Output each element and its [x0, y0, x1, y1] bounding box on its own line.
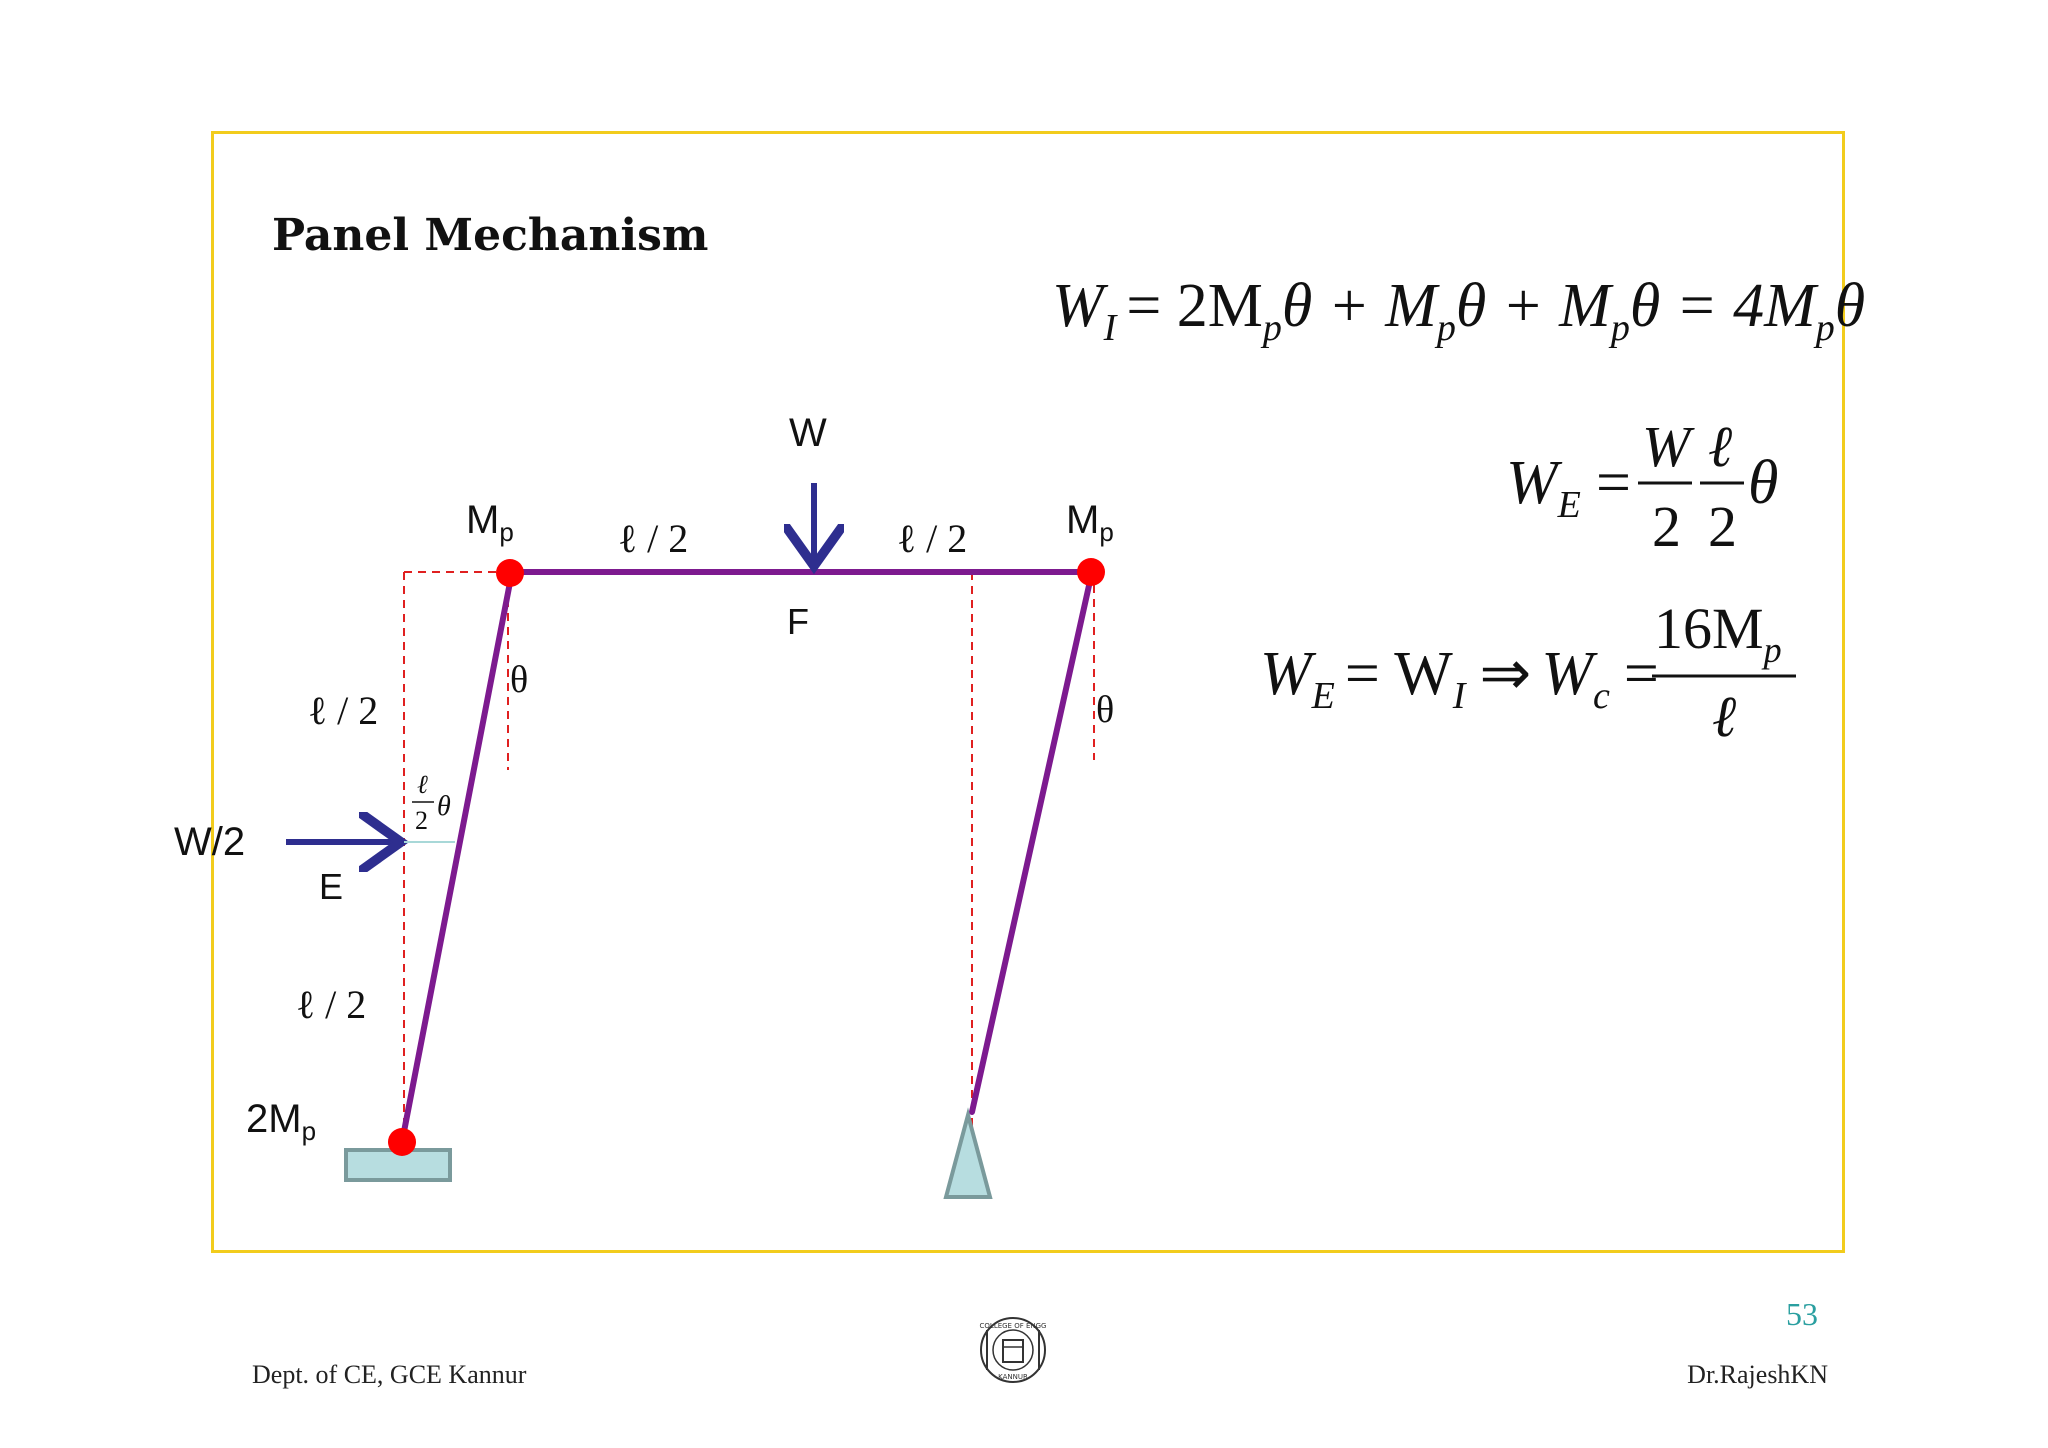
svg-text:COLLEGE OF ENGG: COLLEGE OF ENGG	[979, 1322, 1047, 1330]
svg-text:WE= WI⇒Wc=: $W_E = W_I$ ⇒ $W_c$ =	[1260, 640, 1659, 717]
half-length-column-upper: ℓ / 2	[308, 688, 379, 733]
plastic-hinge-right	[1077, 558, 1105, 586]
original-frame-outline	[404, 572, 1094, 1155]
moment-label-left: $M_p$	[466, 498, 514, 547]
footer-department: Dept. of CE, GCE Kannur	[252, 1360, 527, 1389]
pinned-support	[946, 1115, 990, 1197]
page-number: 53	[1786, 1296, 1818, 1332]
footer-author: Dr.RajeshKN	[1687, 1360, 1828, 1389]
moment-label-base: $2M_p$	[246, 1097, 317, 1146]
plastic-hinge-left	[496, 559, 524, 587]
svg-text:2: 2	[415, 806, 428, 835]
svg-text:16Mp: $16M_p$	[1654, 596, 1782, 670]
load-label-side: W/2	[174, 820, 246, 864]
sway-displacement-label	[412, 770, 451, 835]
svg-text:=: =	[1596, 449, 1631, 517]
half-length-beam-left: ℓ / 2	[618, 516, 689, 561]
equation-internal-work: $W_I = 2M_p\theta + M_p\theta + M_p\theta = 4M_p\theta$	[1052, 272, 1866, 349]
point-label-f: F	[787, 601, 809, 642]
point-label-e: E	[319, 866, 344, 907]
right-column-member	[972, 572, 1092, 1112]
deflected-frame	[402, 572, 1092, 1142]
svg-text:θ: θ	[437, 791, 451, 822]
svg-text:WE: $W_E$	[1506, 449, 1581, 526]
college-logo	[980, 1318, 1047, 1382]
equation-collapse-load	[1260, 596, 1796, 749]
svg-text:2: 2	[1708, 494, 1737, 559]
moment-label-right: $M_p$	[1066, 498, 1114, 547]
equation-external-work	[1506, 414, 1778, 559]
svg-text:W: W	[1642, 414, 1691, 479]
theta-label-left: θ	[510, 659, 529, 701]
load-label-top: W	[789, 411, 827, 455]
svg-text:ℓ: ℓ	[1712, 684, 1737, 749]
plastic-hinge-base	[388, 1128, 416, 1156]
svg-text:2: 2	[1652, 494, 1681, 559]
half-length-column-lower: ℓ / 2	[296, 982, 367, 1027]
slide-title: Panel Mechanism	[272, 210, 709, 261]
half-length-beam-right: ℓ / 2	[897, 516, 968, 561]
svg-text:ℓ: ℓ	[417, 770, 428, 799]
left-column-member	[402, 572, 512, 1142]
svg-text:KANNUR: KANNUR	[998, 1373, 1028, 1381]
svg-text:θ: θ	[1748, 449, 1779, 517]
theta-label-right: θ	[1096, 689, 1115, 731]
svg-text:ℓ: ℓ	[1708, 414, 1733, 479]
